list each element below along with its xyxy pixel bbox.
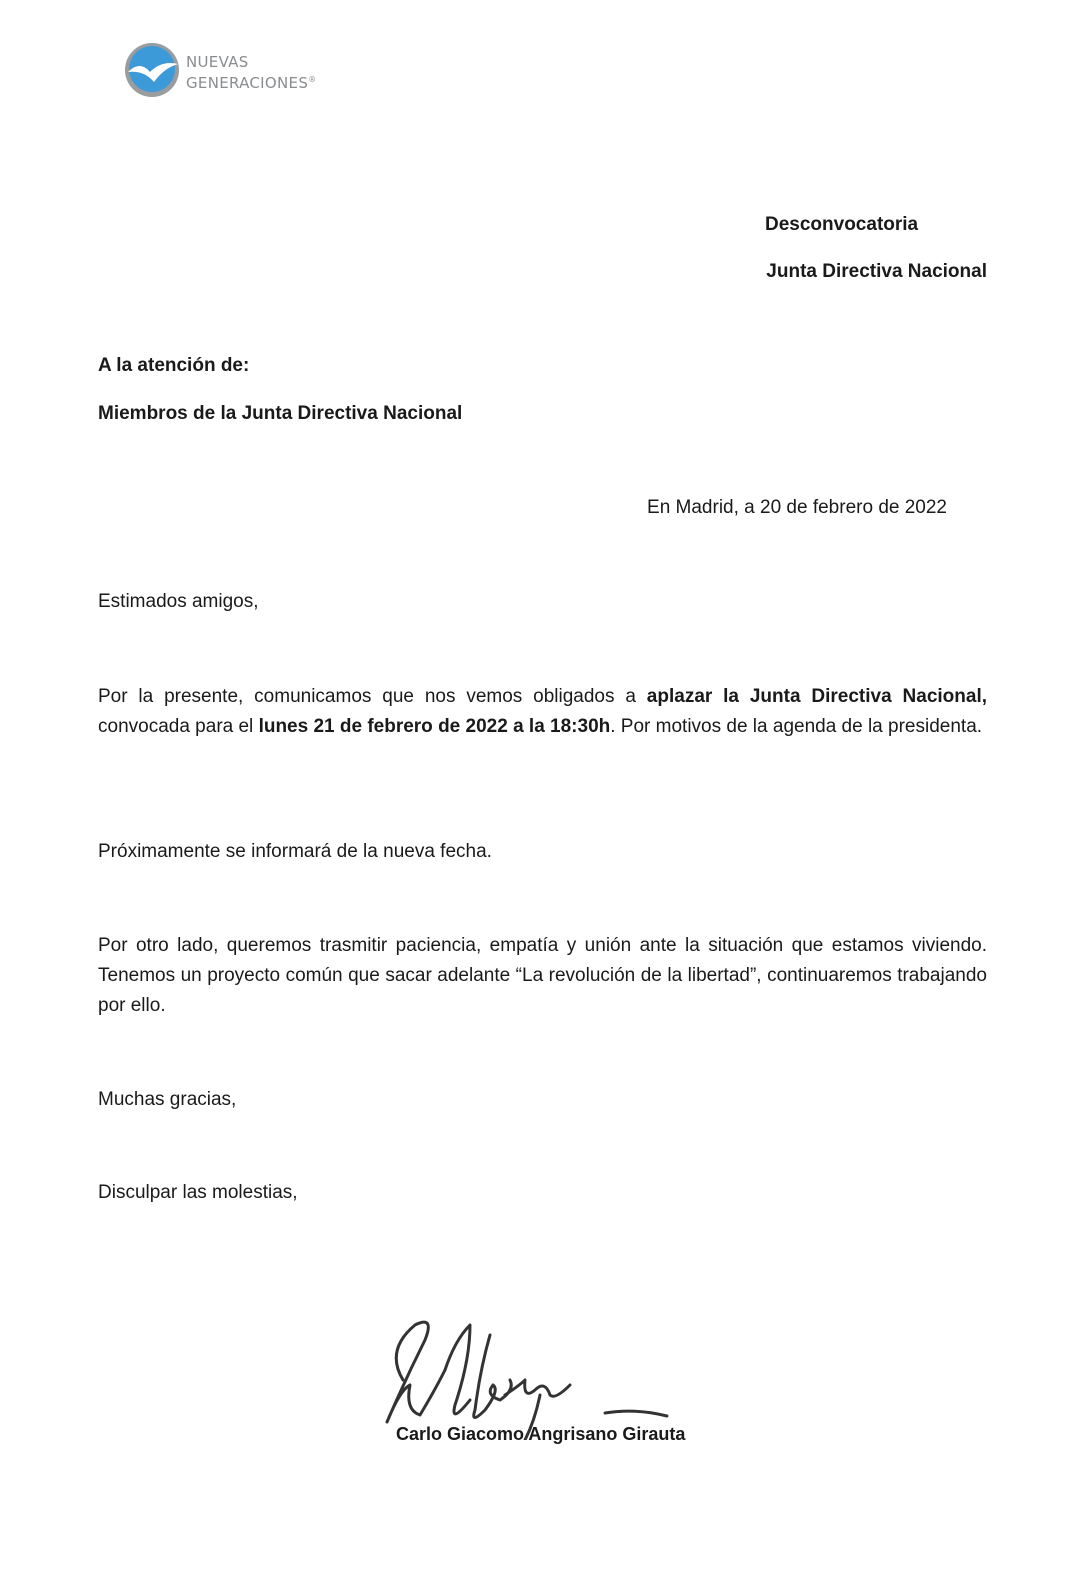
logo-line2: GENERACIONES xyxy=(186,74,309,92)
recipient-name: Miembros de la Junta Directiva Nacional xyxy=(98,403,463,424)
p1-text-3: . Por motivos de la agenda de la presidenta. xyxy=(610,716,983,737)
p1-text-1: Por la presente, comunicamos que nos vemos obligados a xyxy=(98,686,647,707)
closing-apology: Disculpar las molestias, xyxy=(98,1182,298,1203)
recipient-label: A la atención de: xyxy=(98,355,250,376)
registered-mark: ® xyxy=(308,75,317,84)
p1-bold-1: aplazar la Junta Directiva Nacional, xyxy=(646,686,987,707)
signature-image xyxy=(375,1310,675,1440)
document-title: Desconvocatoria xyxy=(765,214,919,235)
logo-line1: NUEVAS xyxy=(186,53,249,71)
paragraph-2: Próximamente se informará de la nueva fecha. xyxy=(98,841,492,862)
document-subtitle: Junta Directiva Nacional xyxy=(766,261,987,282)
greeting: Estimados amigos, xyxy=(98,591,259,612)
p1-text-2: convocada para el xyxy=(98,716,259,737)
signatory-name: Carlo Giacomo Angrisano Girauta xyxy=(396,1424,686,1444)
paragraph-1 xyxy=(98,682,987,742)
paragraph-3: Por otro lado, queremos trasmitir paciencia, empatía y unión ante la situación que estamos viviendo. Tenemos un proyecto común que sacar adelante “La revolución de la libertad”, continuaremos trabajando por ello. xyxy=(98,935,987,1016)
p1-bold-2: lunes 21 de febrero de 2022 a la 18:30h xyxy=(258,716,611,737)
closing-thanks: Muchas gracias, xyxy=(98,1089,237,1110)
logo-mark-icon xyxy=(124,42,180,98)
logo xyxy=(124,42,324,100)
date-line: En Madrid, a 20 de febrero de 2022 xyxy=(647,497,947,518)
